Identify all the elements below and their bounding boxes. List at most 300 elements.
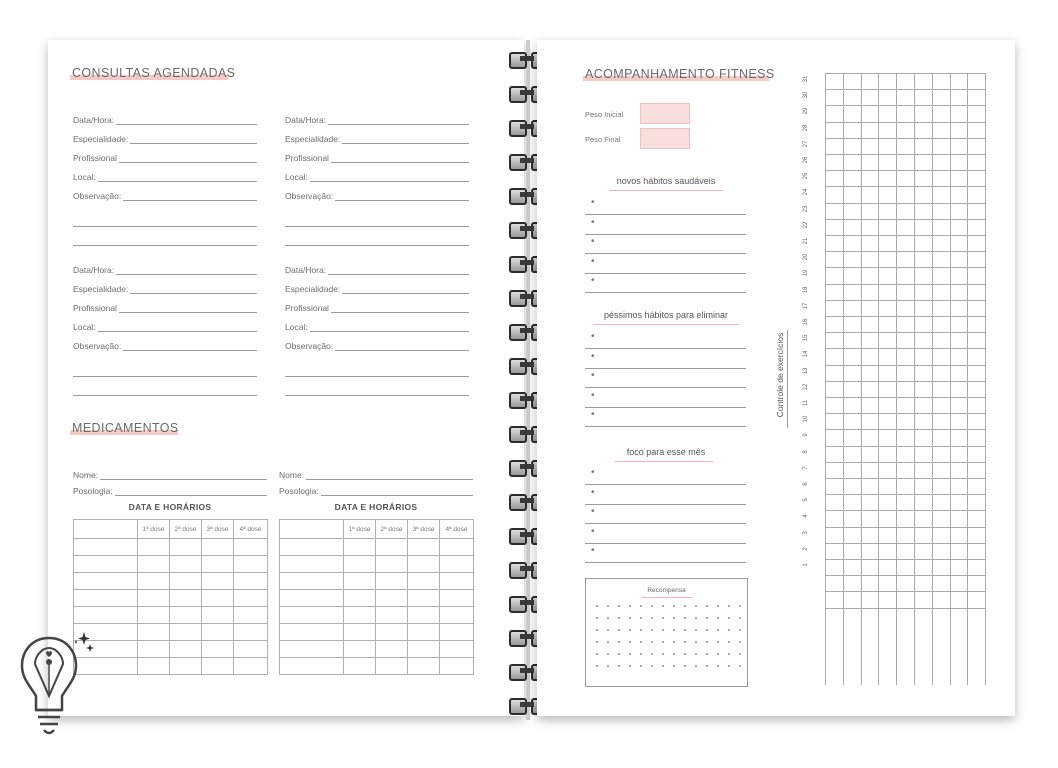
field-line	[321, 485, 473, 496]
dot	[662, 641, 664, 643]
habit-underline	[615, 461, 713, 462]
form-field[interactable]	[73, 317, 257, 332]
dose-cell[interactable]	[344, 624, 376, 641]
dose-cell[interactable]	[202, 556, 234, 573]
coil-bar	[520, 634, 534, 639]
dot	[695, 653, 697, 655]
dose-cell[interactable]	[280, 624, 344, 641]
field-line	[98, 321, 257, 332]
dot	[596, 653, 598, 655]
dose-row	[74, 556, 268, 573]
habit-item[interactable]	[585, 465, 746, 485]
dose-header-row	[74, 520, 268, 539]
grid-row-line	[825, 219, 985, 220]
form-field[interactable]	[285, 260, 469, 275]
form-field[interactable]	[73, 336, 257, 351]
field-label: Observação:	[73, 191, 122, 201]
dot	[728, 653, 730, 655]
dose-row	[280, 556, 474, 573]
day-number: 1	[803, 563, 809, 567]
right-page	[537, 40, 1015, 716]
grid-column-line	[914, 73, 915, 685]
dose-table[interactable]	[73, 519, 268, 675]
dose-cell[interactable]	[280, 590, 344, 607]
grid-row-line	[825, 154, 985, 155]
dose-cell[interactable]	[344, 641, 376, 658]
day-number: 21	[803, 237, 809, 245]
form-field[interactable]	[285, 129, 469, 144]
coil-bar	[520, 294, 534, 299]
med-field[interactable]	[279, 465, 473, 480]
dose-cell[interactable]	[376, 607, 408, 624]
dot	[695, 629, 697, 631]
dose-cell[interactable]	[234, 556, 268, 573]
day-number: 25	[803, 172, 809, 180]
grid-row-line	[825, 608, 985, 609]
dot	[695, 605, 697, 607]
dose-cell[interactable]	[440, 573, 474, 590]
form-field[interactable]	[285, 298, 469, 313]
dose-cell[interactable]	[138, 556, 170, 573]
grid-row-line	[825, 575, 985, 576]
dose-cell[interactable]	[202, 624, 234, 641]
form-field[interactable]	[285, 279, 469, 294]
dose-cell[interactable]	[138, 539, 170, 556]
bullet: •	[591, 545, 595, 556]
field-label: Observação:	[285, 341, 334, 351]
habit-item[interactable]	[585, 504, 746, 524]
dose-cell[interactable]	[376, 641, 408, 658]
dose-cell[interactable]	[344, 539, 376, 556]
habit-item[interactable]	[585, 273, 746, 293]
dose-header-cell: 1ª dose	[344, 520, 376, 539]
dot	[695, 641, 697, 643]
dose-cell[interactable]	[344, 556, 376, 573]
day-number: 23	[803, 205, 809, 212]
consultas-title: CONSULTAS AGENDADAS	[72, 66, 236, 80]
dose-row	[74, 573, 268, 590]
med-field[interactable]	[279, 481, 473, 496]
dose-cell[interactable]	[344, 658, 376, 675]
dose-cell[interactable]	[440, 658, 474, 675]
dose-cell[interactable]	[376, 539, 408, 556]
field-label: Posologia:	[279, 486, 319, 496]
day-number: 20	[803, 253, 809, 261]
day-number: 9	[803, 433, 809, 438]
dot	[596, 605, 598, 607]
blank-line[interactable]	[73, 245, 257, 246]
form-field[interactable]	[285, 167, 469, 182]
dot	[640, 641, 642, 643]
dose-cell[interactable]	[170, 658, 202, 675]
dose-cell[interactable]	[408, 539, 440, 556]
field-label: Nome:	[73, 470, 99, 480]
dose-cell[interactable]	[440, 590, 474, 607]
field-line	[130, 283, 257, 294]
data-horarios-label: DATA E HORÁRIOS	[334, 502, 418, 512]
dot	[629, 605, 631, 607]
dose-row	[74, 590, 268, 607]
dose-row	[280, 539, 474, 556]
form-field[interactable]	[73, 186, 257, 201]
day-number: 15	[803, 334, 809, 342]
spiral-wire	[526, 40, 530, 720]
blank-line[interactable]	[285, 395, 469, 396]
dot	[706, 641, 708, 643]
dose-cell[interactable]	[202, 573, 234, 590]
dot	[629, 665, 631, 667]
dose-cell[interactable]	[408, 607, 440, 624]
grid-row-line	[825, 73, 985, 74]
grid-row-line	[825, 510, 985, 511]
blank-line[interactable]	[285, 245, 469, 246]
dot	[673, 629, 675, 631]
dose-cell[interactable]	[408, 556, 440, 573]
dose-cell[interactable]	[280, 556, 344, 573]
dot	[640, 665, 642, 667]
field-label: Especialidade:	[285, 284, 341, 294]
coil-bar	[520, 600, 534, 605]
dose-cell[interactable]	[74, 573, 138, 590]
dose-cell[interactable]	[138, 573, 170, 590]
dose-cell[interactable]	[138, 607, 170, 624]
dose-cell[interactable]	[138, 590, 170, 607]
day-number: 5	[803, 498, 809, 502]
form-field[interactable]	[285, 148, 469, 163]
dose-cell[interactable]	[202, 539, 234, 556]
field-label: Local:	[285, 172, 308, 182]
field-line	[130, 133, 257, 144]
recompensa-underline	[642, 597, 692, 598]
dot	[618, 665, 620, 667]
med-field[interactable]	[73, 465, 267, 480]
grid-row-line	[825, 267, 985, 268]
form-field[interactable]	[73, 298, 257, 313]
day-number: 31	[803, 75, 809, 83]
dose-cell[interactable]	[440, 624, 474, 641]
grid-row-line	[825, 235, 985, 236]
grid-column-line	[950, 73, 951, 685]
dot	[739, 605, 741, 607]
grid-column-line	[985, 73, 986, 685]
form-field[interactable]	[73, 167, 257, 182]
field-line	[306, 469, 473, 480]
dose-cell[interactable]	[280, 607, 344, 624]
field-line	[335, 340, 469, 351]
dot	[673, 641, 675, 643]
blank-line[interactable]	[285, 226, 469, 227]
dot	[662, 629, 664, 631]
bullet: •	[591, 486, 595, 498]
dose-cell[interactable]	[170, 624, 202, 641]
dose-row	[280, 590, 474, 607]
field-label: Data/Hora:	[285, 115, 327, 125]
dose-cell[interactable]	[280, 658, 344, 675]
dose-cell[interactable]	[408, 658, 440, 675]
day-number: 7	[803, 466, 809, 470]
habit-item[interactable]	[585, 254, 746, 274]
dot	[607, 617, 609, 619]
dose-cell[interactable]	[408, 590, 440, 607]
dot	[618, 617, 620, 619]
dot	[607, 641, 609, 643]
dot	[717, 629, 719, 631]
dose-cell[interactable]	[344, 573, 376, 590]
recompensa-box[interactable]	[585, 578, 748, 687]
form-field[interactable]	[285, 336, 469, 351]
dot	[684, 653, 686, 655]
dose-cell[interactable]	[74, 539, 138, 556]
coil-bar	[520, 396, 534, 401]
coil-bar	[520, 430, 534, 435]
habit-item[interactable]	[585, 234, 746, 254]
grid-row-line	[825, 381, 985, 382]
field-label: Observação:	[73, 341, 122, 351]
dose-cell[interactable]	[376, 658, 408, 675]
dose-header-cell: 1ª dose	[138, 520, 170, 539]
dose-cell[interactable]	[202, 658, 234, 675]
dose-cell[interactable]	[74, 607, 138, 624]
grid-row-line	[825, 203, 985, 204]
dot	[684, 629, 686, 631]
field-label: Local:	[285, 322, 308, 332]
coil-bar	[520, 90, 534, 95]
bullet: •	[591, 370, 595, 381]
day-number: 27	[803, 140, 809, 148]
controle-exercicios-label: Controle de exercícios	[775, 332, 785, 418]
dot	[651, 629, 653, 631]
dose-header-cell	[280, 520, 344, 539]
peso-inicial-box[interactable]	[640, 103, 690, 124]
coil-bar	[520, 158, 534, 163]
dose-cell[interactable]	[202, 590, 234, 607]
coil-bar	[520, 328, 534, 333]
sparkle-icon	[70, 630, 100, 660]
dot	[684, 641, 686, 643]
form-field[interactable]	[73, 279, 257, 294]
field-line	[331, 302, 469, 313]
coil-bar	[520, 464, 534, 469]
field-line	[335, 190, 469, 201]
grid-row-line	[825, 105, 985, 106]
habit-item[interactable]	[585, 485, 746, 505]
grid-row-line	[825, 413, 985, 414]
dot	[662, 653, 664, 655]
dose-cell[interactable]	[234, 607, 268, 624]
med-field[interactable]	[73, 481, 267, 496]
dose-cell[interactable]	[408, 624, 440, 641]
day-number: 10	[803, 415, 809, 423]
dose-cell[interactable]	[440, 539, 474, 556]
habit-item[interactable]	[585, 195, 746, 215]
habit-item[interactable]	[585, 524, 746, 544]
dot	[706, 653, 708, 655]
dose-cell[interactable]	[234, 590, 268, 607]
dose-cell[interactable]	[138, 624, 170, 641]
habit-underline	[609, 190, 723, 191]
bullet: •	[591, 255, 595, 267]
dot	[684, 605, 686, 607]
dose-cell[interactable]	[234, 658, 268, 675]
grid-column-line	[932, 73, 933, 685]
blank-line[interactable]	[73, 226, 257, 227]
dot	[739, 641, 741, 643]
bullet: •	[591, 389, 595, 401]
dose-cell[interactable]	[408, 641, 440, 658]
dose-cell[interactable]	[344, 607, 376, 624]
dot	[695, 617, 697, 619]
day-number: 19	[803, 270, 809, 277]
habit-item[interactable]	[585, 349, 746, 369]
peso-inicial-label: Peso Inicial	[585, 110, 624, 119]
grid-row-line	[825, 527, 985, 528]
dot	[673, 665, 675, 667]
dose-cell[interactable]	[170, 607, 202, 624]
peso-final-box[interactable]	[640, 128, 690, 149]
dot	[662, 617, 664, 619]
day-number: 4	[803, 514, 809, 519]
dose-row	[280, 624, 474, 641]
field-label: Profissional	[73, 303, 117, 313]
form-field[interactable]	[285, 186, 469, 201]
grid-row-line	[825, 494, 985, 495]
grid-row-line	[825, 170, 985, 171]
coil-bar	[520, 498, 534, 503]
bullet: •	[591, 197, 595, 208]
dose-cell[interactable]	[202, 641, 234, 658]
dot	[728, 629, 730, 631]
blank-line[interactable]	[285, 376, 469, 377]
blank-line[interactable]	[73, 395, 257, 396]
blank-line[interactable]	[73, 376, 257, 377]
dot	[695, 665, 697, 667]
dose-cell[interactable]	[170, 556, 202, 573]
field-label: Posologia:	[73, 486, 113, 496]
dose-cell[interactable]	[170, 590, 202, 607]
dose-cell[interactable]	[440, 641, 474, 658]
day-number: 17	[803, 302, 809, 310]
dose-cell[interactable]	[138, 658, 170, 675]
dot	[706, 665, 708, 667]
habit-underline	[593, 324, 739, 325]
grid-row-line	[825, 543, 985, 544]
field-label: Nome:	[279, 470, 305, 480]
dose-cell[interactable]	[234, 641, 268, 658]
dose-row	[74, 641, 268, 658]
coil-bar	[520, 226, 534, 231]
field-line	[123, 340, 257, 351]
field-label: Local:	[73, 172, 96, 182]
recompensa-label: Recompensa	[647, 587, 686, 594]
habit-item[interactable]	[585, 407, 746, 427]
dot	[607, 605, 609, 607]
dose-header-cell: 4ª dose	[440, 520, 474, 539]
dot	[717, 605, 719, 607]
dose-row	[74, 658, 268, 675]
form-field[interactable]	[73, 129, 257, 144]
dose-cell[interactable]	[202, 607, 234, 624]
grid-row-line	[825, 462, 985, 463]
dose-cell[interactable]	[280, 641, 344, 658]
dose-cell[interactable]	[74, 556, 138, 573]
form-field[interactable]	[285, 110, 469, 125]
dose-cell[interactable]	[376, 556, 408, 573]
dose-header-cell: 3ª dose	[408, 520, 440, 539]
field-line	[115, 485, 267, 496]
field-line	[100, 469, 267, 480]
form-field[interactable]	[73, 260, 257, 275]
dose-cell[interactable]	[280, 573, 344, 590]
dose-cell[interactable]	[234, 573, 268, 590]
dose-cell[interactable]	[234, 539, 268, 556]
habit-item[interactable]	[585, 543, 746, 563]
dose-row	[74, 624, 268, 641]
day-number: 18	[803, 286, 809, 293]
grid-row-line	[825, 316, 985, 317]
dot	[662, 665, 664, 667]
dose-cell[interactable]	[280, 539, 344, 556]
form-field[interactable]	[73, 148, 257, 163]
grid-row-line	[825, 559, 985, 560]
dose-cell[interactable]	[408, 573, 440, 590]
dot	[640, 617, 642, 619]
dot	[640, 605, 642, 607]
dot	[651, 641, 653, 643]
grid-row-line	[825, 365, 985, 366]
grid-column-line	[896, 73, 897, 685]
day-number: 22	[803, 221, 809, 229]
dose-table[interactable]	[279, 519, 474, 675]
dot	[607, 629, 609, 631]
dose-cell[interactable]	[376, 624, 408, 641]
dose-cell[interactable]	[138, 641, 170, 658]
dot	[640, 629, 642, 631]
field-line	[310, 171, 469, 182]
dose-cell[interactable]	[376, 590, 408, 607]
dot	[706, 605, 708, 607]
day-number: 24	[803, 189, 809, 196]
grid-row-line	[825, 446, 985, 447]
form-field[interactable]	[73, 110, 257, 125]
dose-cell[interactable]	[440, 607, 474, 624]
dot	[739, 617, 741, 619]
dose-cell[interactable]	[344, 590, 376, 607]
form-field[interactable]	[285, 317, 469, 332]
dose-cell[interactable]	[376, 573, 408, 590]
day-number: 16	[803, 318, 809, 326]
day-number: 14	[803, 351, 809, 358]
dose-cell[interactable]	[440, 556, 474, 573]
dose-cell[interactable]	[170, 539, 202, 556]
grid-column-line	[861, 73, 862, 685]
dose-cell[interactable]	[170, 641, 202, 658]
dot	[739, 629, 741, 631]
grid-row-line	[825, 591, 985, 592]
dot	[607, 653, 609, 655]
dose-cell[interactable]	[170, 573, 202, 590]
dot	[618, 641, 620, 643]
habit-item[interactable]	[585, 388, 746, 408]
dot	[629, 617, 631, 619]
habit-item[interactable]	[585, 215, 746, 235]
dose-cell[interactable]	[74, 590, 138, 607]
habit-item[interactable]	[585, 368, 746, 388]
habit-item[interactable]	[585, 329, 746, 349]
dot	[629, 641, 631, 643]
bullet: •	[591, 525, 595, 537]
dose-cell[interactable]	[234, 624, 268, 641]
day-number: 3	[803, 530, 809, 535]
